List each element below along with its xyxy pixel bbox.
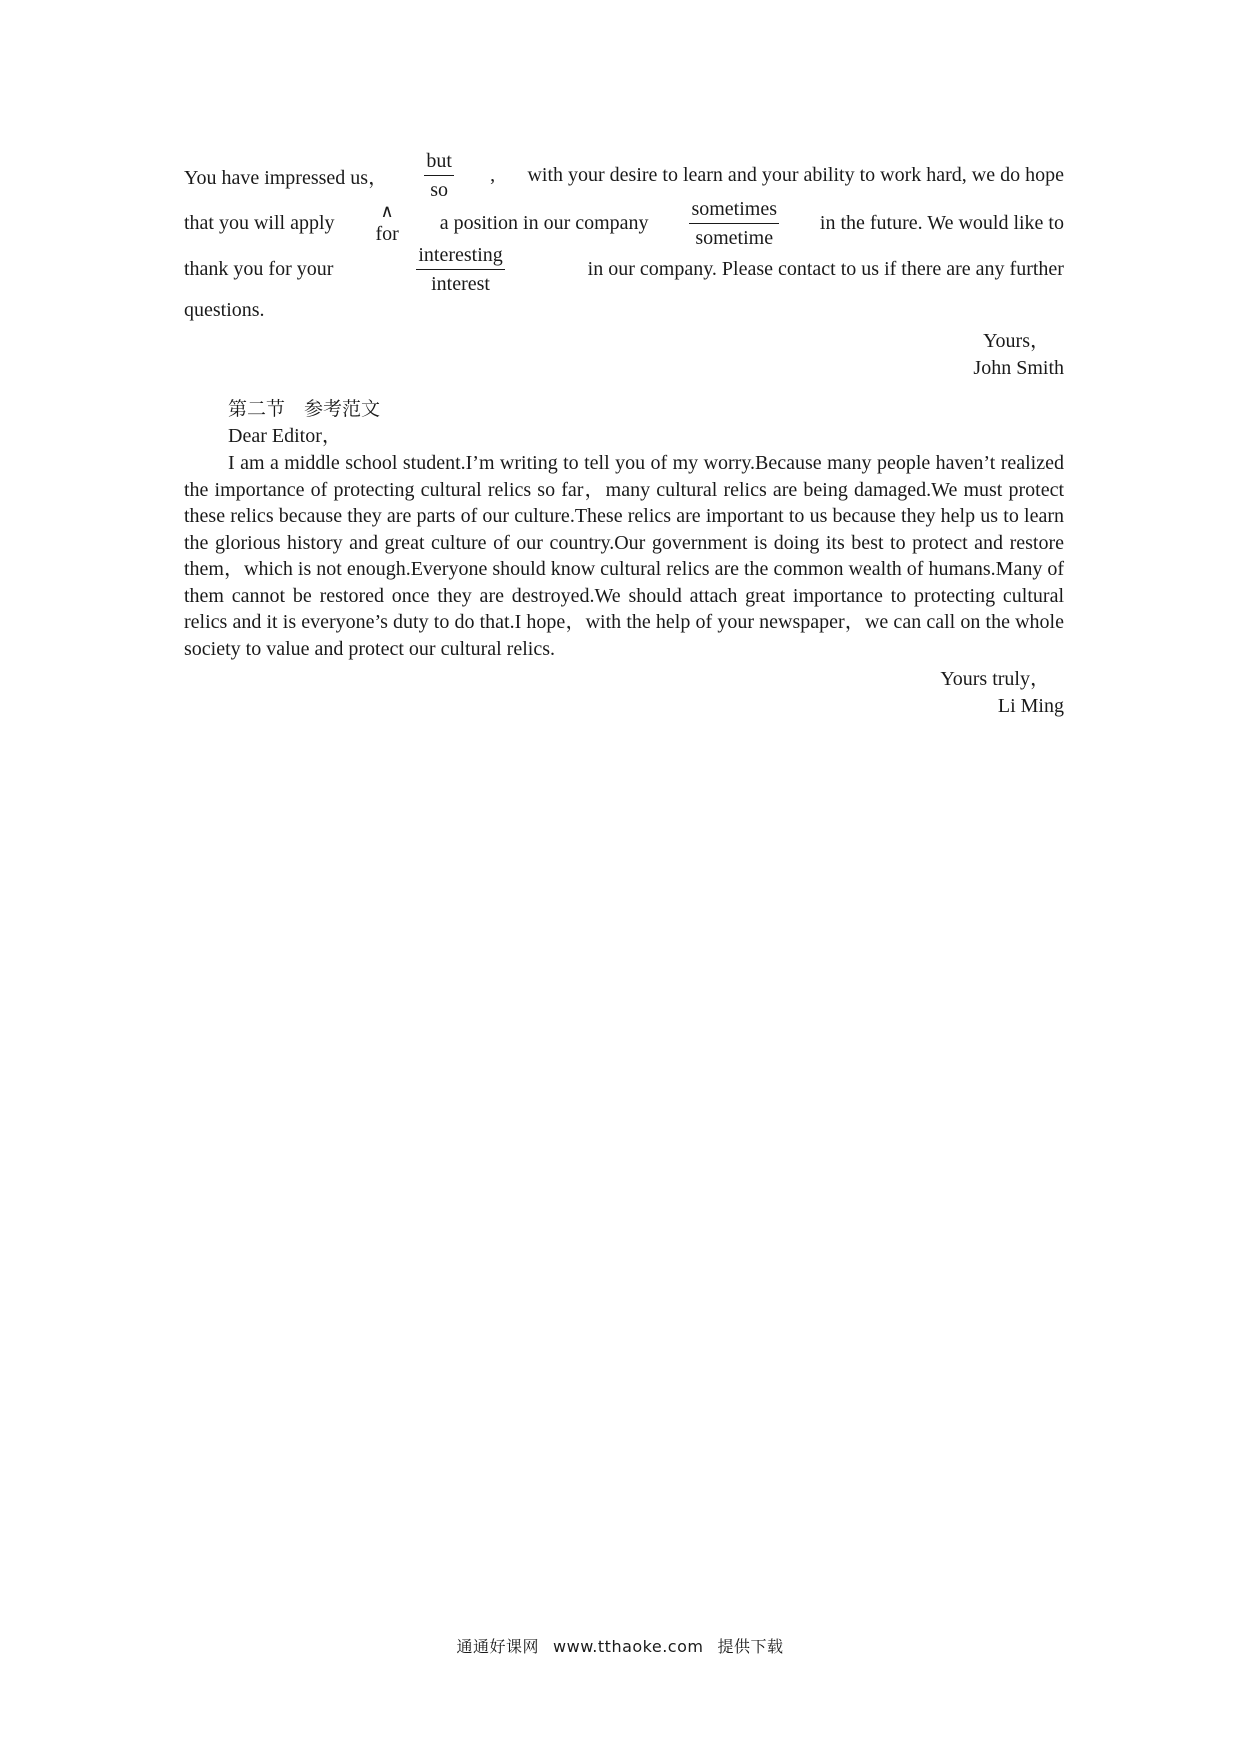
text-segment: ,	[490, 163, 496, 186]
essay-body: I am a middle school student.I’m writing to tell you of my worry.Because many people haven’t realized the importance of protecting cultural relics so far，many cultural relics are being damaged.We must protect these relics because they are parts of our culture.These relics are important to us because they help us to learn the glorious history and great culture of our country.Our government is doing its best to protect and restore them，which is not enough.Everyone should know cultural relics are the common wealth of humans.Many of them cannot be restored once they are destroyed.We should attach great importance to protecting cultural relics and it is everyone’s duty to do that.I hope，with the help of your newspaper，we can call on the whole society to value and protect our cultural relics.	[184, 452, 1064, 660]
text-segment: thank you for your	[184, 257, 334, 280]
closing: Yours truly，	[940, 668, 1050, 690]
closing: Yours，	[983, 330, 1050, 352]
signature: Li Ming	[997, 695, 1064, 717]
text-segment: in our company. Please contact to us if there are any further	[587, 257, 1064, 280]
text-segment: in the future. We would like to	[819, 211, 1064, 234]
correction-fraction-but-so	[424, 151, 454, 200]
essay-signature-block	[184, 666, 1064, 720]
correction-replacement: but	[424, 151, 454, 176]
correction-original: interesting	[416, 245, 504, 270]
section-title: 第二节 参考范文	[228, 398, 381, 420]
footer-url: www.tthaoke.com	[553, 1637, 704, 1656]
footer-suffix: 提供下载	[717, 1637, 784, 1656]
correction-line-1	[184, 150, 1064, 200]
correction-line-3	[184, 243, 1064, 295]
correction-original: sometimes	[689, 199, 779, 224]
document-page	[184, 150, 1064, 720]
footer-site-name: 通通好课网	[456, 1637, 540, 1656]
correction-fraction-sometimes	[689, 199, 779, 248]
correction-replacement: sometime	[695, 226, 774, 249]
signature: John Smith	[973, 357, 1064, 379]
insertion-caret-icon: ∧	[380, 200, 394, 222]
letter-greeting: Dear Editor，	[228, 425, 342, 447]
correction-line-4: questions.	[184, 299, 265, 321]
text-segment: You have impressed us，	[184, 166, 389, 189]
text-segment: with your desire to learn and your ability to work hard, we do hope	[527, 163, 1064, 186]
page-footer	[0, 1634, 1240, 1657]
correction-line-2	[184, 197, 1064, 249]
correction-signature-block	[184, 328, 1064, 382]
correction-replacement: interest	[431, 272, 490, 295]
text-segment: that you will apply	[184, 211, 335, 234]
text-segment: a position in our company	[439, 211, 649, 234]
correction-insertion-for	[375, 200, 399, 245]
inserted-word: for	[375, 222, 399, 245]
correction-original: so	[430, 178, 449, 201]
correction-fraction-interesting	[416, 245, 504, 294]
